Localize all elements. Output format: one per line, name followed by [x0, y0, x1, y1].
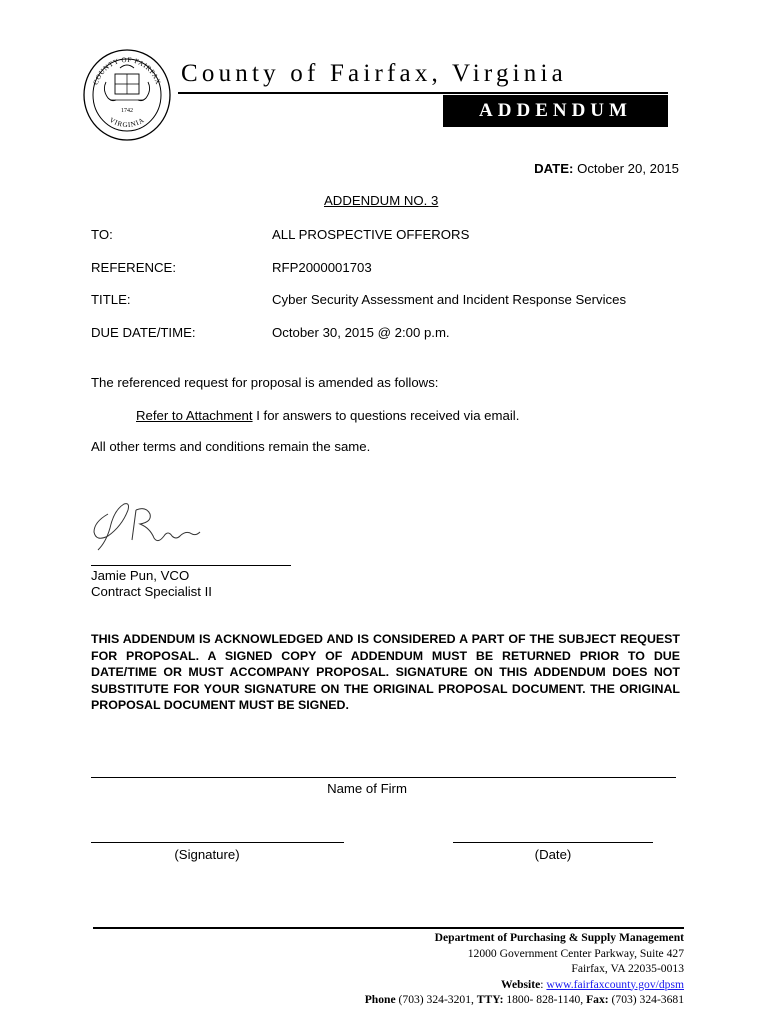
- due-date-value: October 30, 2015 @ 2:00 p.m.: [272, 325, 450, 340]
- tty-label: TTY:: [476, 993, 504, 1006]
- footer-department: Department of Purchasing & Supply Management: [434, 931, 684, 944]
- attachment-link[interactable]: Refer to Attachment: [136, 408, 253, 423]
- to-label: TO:: [91, 227, 113, 242]
- seal-top-text: COUNTY OF FAIRFAX: [91, 55, 163, 86]
- handwritten-signature: [88, 500, 203, 552]
- footer-contact-line: [365, 992, 684, 1008]
- reference-value: RFP2000001703: [272, 260, 372, 275]
- signer-title: Contract Specialist II: [91, 584, 212, 599]
- seal-year: 1742: [121, 108, 133, 114]
- title-rule: [178, 92, 668, 94]
- date-line: [534, 161, 679, 176]
- website-label: Website: [500, 977, 541, 991]
- phone-label: Phone: [364, 993, 396, 1006]
- footer-rule: [93, 927, 684, 929]
- date-label: DATE:: [534, 161, 574, 176]
- county-seal-logo: [82, 48, 172, 143]
- footer-website-line: [365, 977, 684, 993]
- closing-text: All other terms and conditions remain the same.: [91, 439, 371, 454]
- attachment-line: [136, 408, 519, 423]
- addendum-number: ADDENDUM NO. 3: [324, 193, 439, 208]
- date-value: October 20, 2015: [577, 161, 679, 176]
- footer-block: [365, 930, 684, 1008]
- website-link[interactable]: www.fairfaxcounty.gov/dpsm: [546, 977, 684, 991]
- signer-name: Jamie Pun, VCO: [91, 568, 190, 583]
- attachment-rest: I for answers to questions received via email.: [252, 408, 520, 423]
- reference-label: REFERENCE:: [91, 260, 176, 275]
- fax-value: (703) 324-3681: [608, 993, 684, 1006]
- date-field-label: (Date): [534, 847, 572, 862]
- date-field-line[interactable]: [453, 842, 653, 843]
- footer-address-2: Fairfax, VA 22035-0013: [571, 962, 684, 975]
- title-label: TITLE:: [91, 292, 131, 307]
- seal-bottom-text: VIRGINIA: [107, 115, 147, 130]
- website-sep: :: [540, 977, 547, 991]
- svg-text:VIRGINIA: [108, 116, 146, 129]
- title-value: Cyber Security Assessment and Incident Response Services: [272, 292, 627, 307]
- tty-value: 1800- 828-1140,: [503, 993, 587, 1006]
- fax-label: Fax:: [586, 993, 609, 1006]
- to-value: ALL PROSPECTIVE OFFERORS: [272, 227, 470, 242]
- due-date-label: DUE DATE/TIME:: [91, 325, 196, 340]
- footer-address-1: 12000 Government Center Parkway, Suite 427: [467, 946, 684, 960]
- signature-field-label: (Signature): [174, 847, 240, 862]
- firm-name-line[interactable]: [91, 777, 676, 778]
- firm-name-label: Name of Firm: [327, 781, 407, 796]
- addendum-banner: ADDENDUM: [443, 95, 668, 127]
- signature-field-line[interactable]: [91, 842, 344, 843]
- intro-text: The referenced request for proposal is amended as follows:: [91, 375, 439, 390]
- phone-value: (703) 324-3201,: [395, 993, 477, 1006]
- acknowledgement-notice: THIS ADDENDUM IS ACKNOWLEDGED AND IS CONSIDERED A PART OF THE SUBJECT REQUEST FOR PROPOSAL. A SIGNED COPY OF ADDENDUM MUST BE RETURNED PRIOR TO DUE DATE/TIME OR MUST ACCOMPANY PROPOSAL. SIGNATURE ON THIS ADDENDUM DOES NOT SUBSTITUTE FOR YOUR SIGNATURE ON THE ORIGINAL PROPOSAL DOCUMENT. THE ORIGINAL PROPOSAL DOCUMENT MUST BE SIGNED.: [91, 632, 680, 712]
- signature-line: [91, 565, 291, 566]
- county-title: County of Fairfax, Virginia: [181, 60, 567, 87]
